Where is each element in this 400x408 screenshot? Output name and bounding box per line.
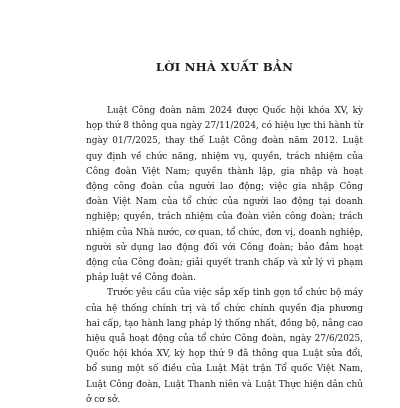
body-text	[86, 104, 363, 408]
paragraph-1: Luật Công đoàn năm 2024 được Quốc hội khóa XV, kỳ họp thứ 8 thông qua ngày 27/11/2024, có hiệu lực thi hành từ ngày 01/7/2025, thay thế Luật Công đoàn năm 2012. Luật quy định về chức năng, nhiệm vụ, quyền, trách nhiệm của Công đoàn Việt Nam; quyền thành lập, gia nhập và hoạt động công đoàn của người lao động; việc gia nhập Công đoàn Việt Nam của tổ chức của người lao động tại doanh nghiệp; quyền, trách nhiệm của đoàn viên công đoàn; trách nhiệm của Nhà nước, cơ quan, tổ chức, đơn vị, doanh nghiệp, người sử dụng lao động đối với Công đoàn; bảo đảm hoạt động của Công đoàn; giải quyết tranh chấp và xử lý vi phạm pháp luật về Công đoàn.	[86, 106, 363, 284]
page-title: LỜI NHÀ XUẤT BẢN	[155, 60, 294, 74]
paragraph-2: Trước yêu cầu của việc sắp xếp tinh gọn tổ chức bộ máy của hệ thống chính trị và tổ chức chính quyền địa phương hai cấp, tạo hành lang pháp lý thống nhất, đồng bộ, nâng cao hiệu quả hoạt động của tổ chức Công đoàn, ngày 27/6/2025, Quốc hội khóa XV, kỳ họp thứ 9 đã thông qua Luật sửa đổi, bổ sung một số điều của Luật Mặt trận Tổ quốc Việt Nam, Luật Công đoàn, Luật Thanh niên và Luật Thực hiện dân chủ ở cơ sở.	[86, 288, 363, 405]
